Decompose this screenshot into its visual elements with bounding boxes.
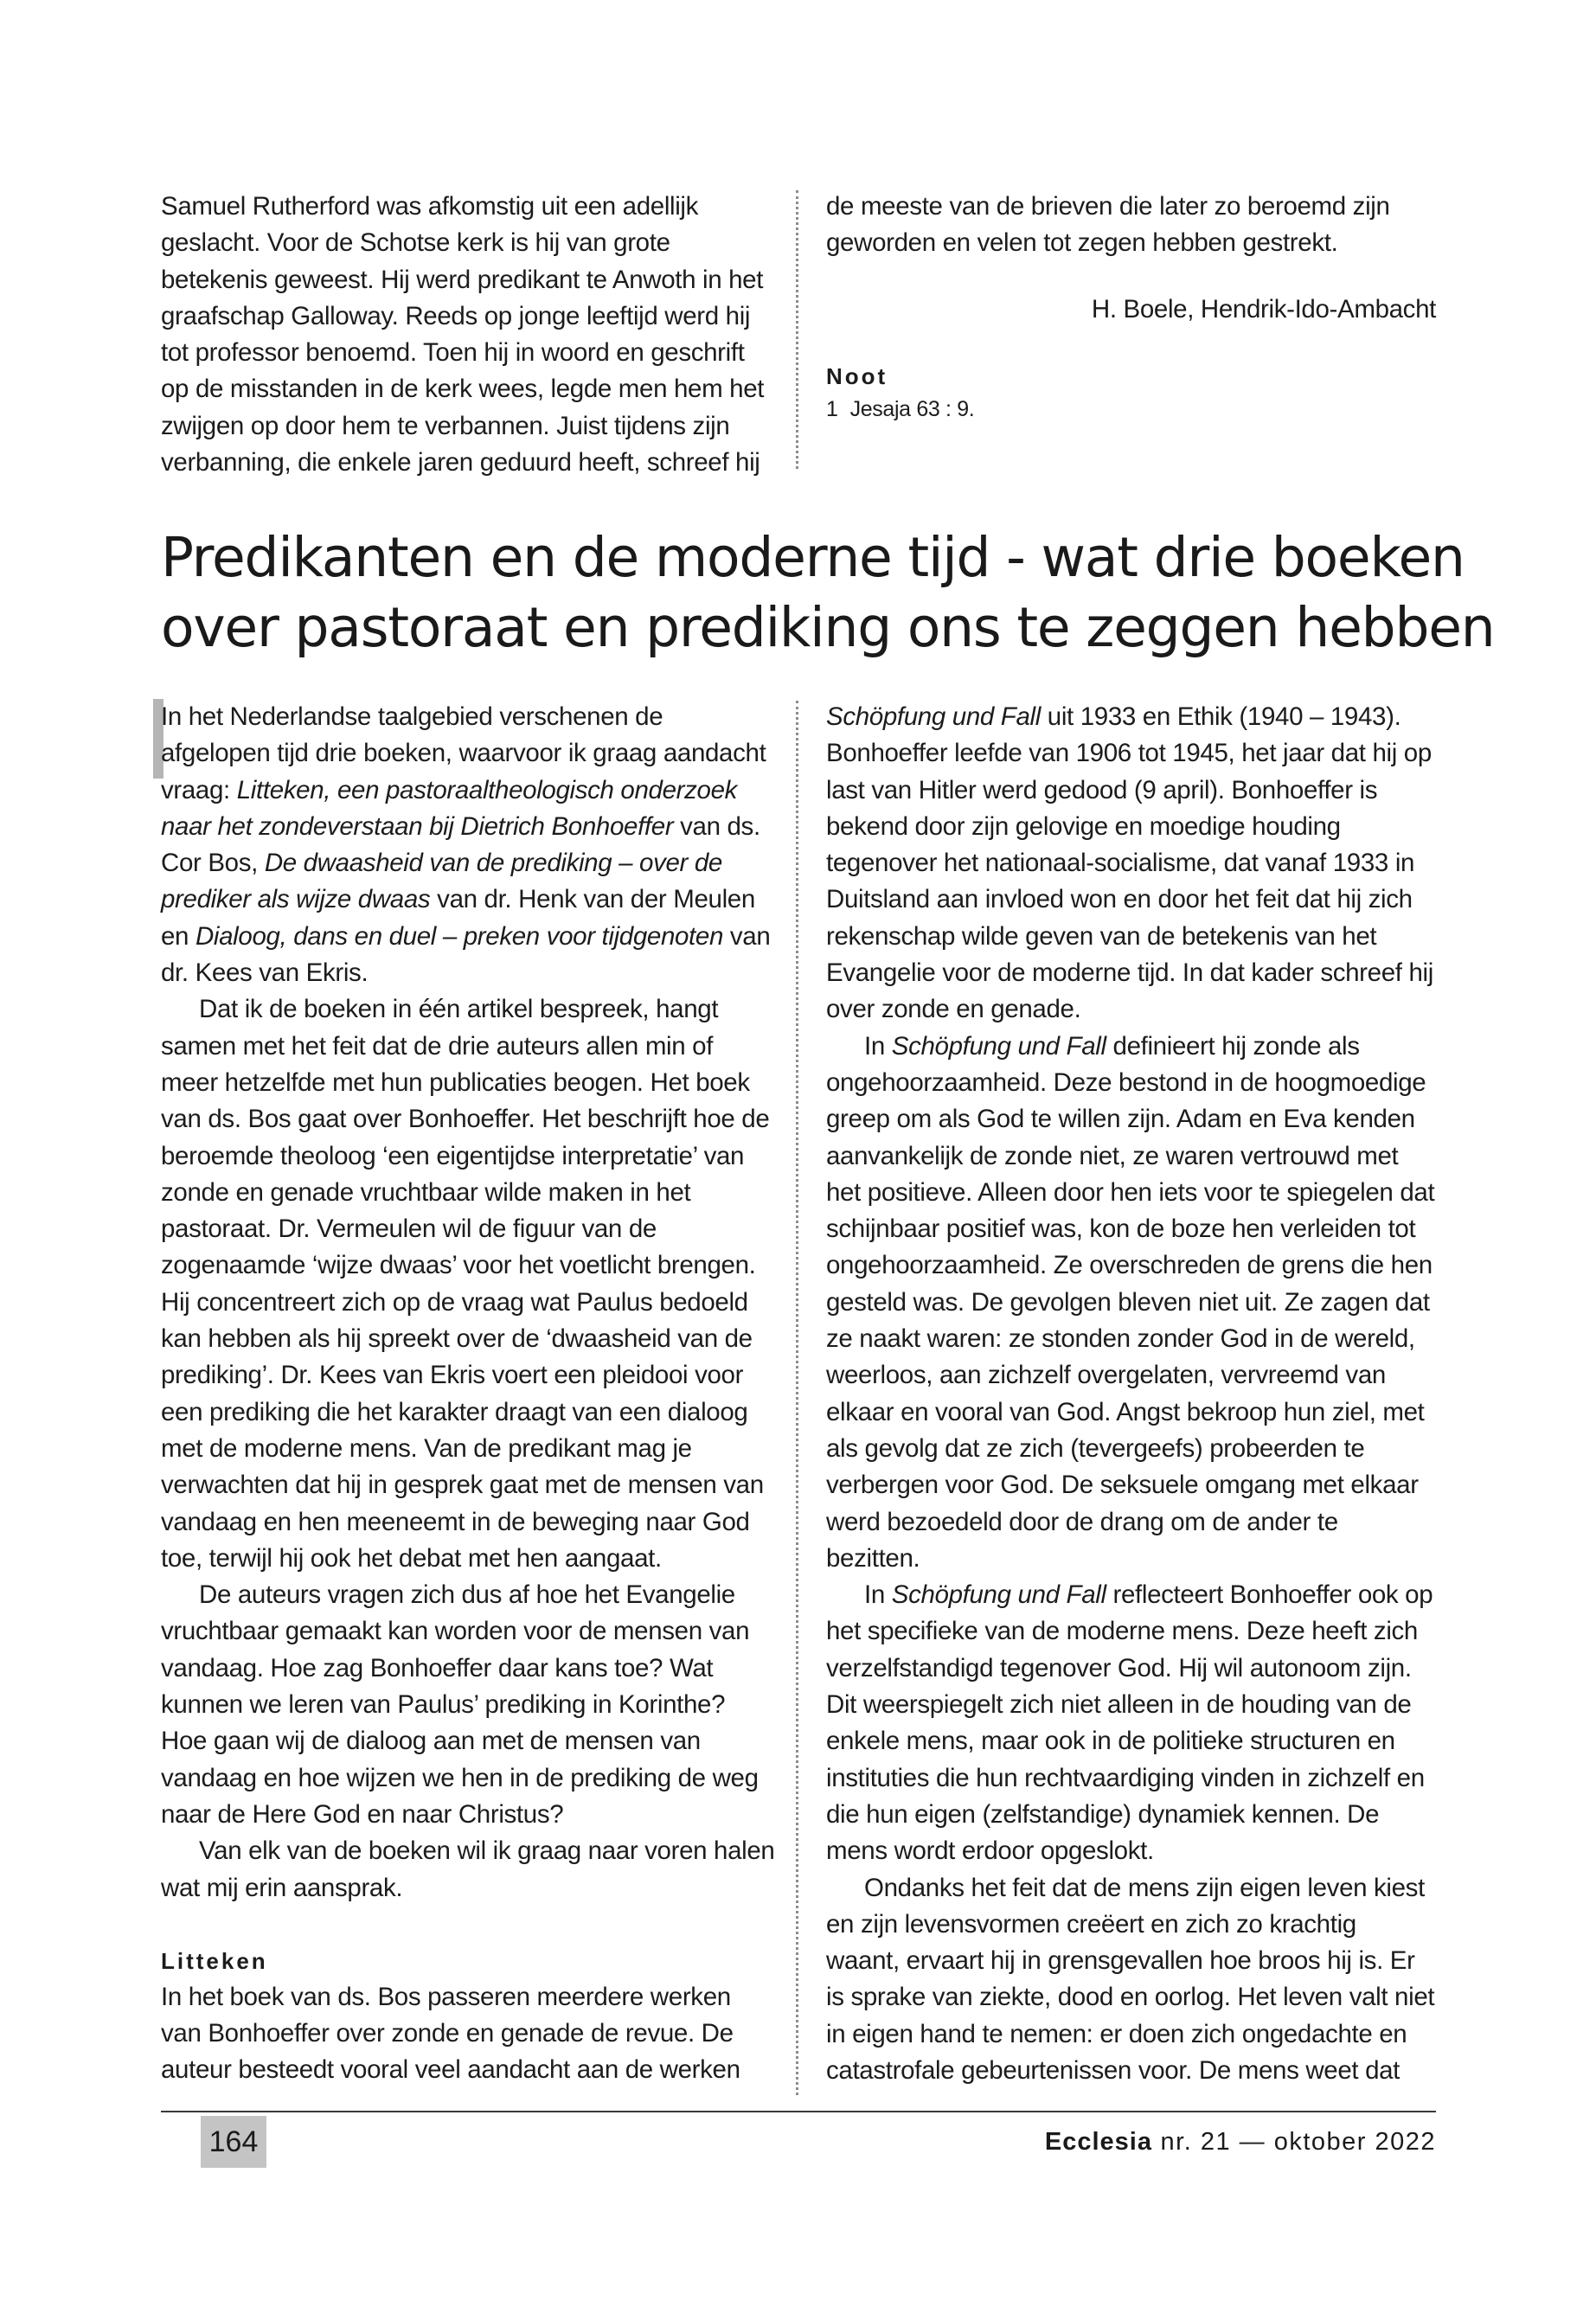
headline-line-1: Predikanten en de moderne tijd - wat drie boeken [161, 526, 1465, 589]
noot-number: 1 [826, 396, 838, 421]
headline-line-2: over pastoraat en prediking ons te zeggen hebben [161, 596, 1495, 659]
paragraph-bonhoeffer [826, 699, 1436, 1029]
work-title: Schöpfung und Fall [826, 702, 1041, 731]
rutherford-paragraph-continued: de meeste van de brieven die later zo beroemd zijn geworden en velen tot zegen hebben gestrekt. [826, 192, 1390, 258]
rutherford-paragraph: Samuel Rutherford was afkomstig uit een adellijk geslacht. Voor de Schotse kerk is hij van grote betekenis geweest. Hij werd predikant te Anwoth in het graafschap Galloway. Reeds op jonge leeftijd werd hij tot professor benoemd. Toen hij in woord en geschrift op de misstanden in de kerk wees, legde men hem het zwijgen op door hem te verbannen. Juist tijdens zijn verbanning, die enkele jaren geduurd heeft, schreef hij [161, 192, 765, 478]
intro-text-4: van dr. Kees van Ekris. [161, 921, 771, 988]
paragraph-moderne-mens [826, 1577, 1436, 1869]
intro-paragraph [161, 699, 775, 991]
paragraph-bonhoeffer-text: uit 1933 en Ethik (1940 – 1943). Bonhoeffer leefde van 1906 tot 1945, het jaar dat hij op last van Hitler werd gedood (9 april). Bonhoeffer is bekend door zijn gelovige en moedige houding tegenover het nationaal-socialisme, dat vanaf 1933 in Duitsland aan invloed won en door het feit dat hij zich rekenschap wilde geven van de betekenis van het Evangelie voor de moderne tijd. In dat kader schreef hij over zonde en genade. [826, 702, 1433, 1024]
intro-text-1: In het Nederlandse taalgebied verschenen de afgelopen tijd drie boeken, waarvoor ik graag aandacht vraag: [161, 702, 766, 804]
text-prefix: In [864, 1031, 892, 1061]
paragraph-zonde [826, 1029, 1436, 1577]
main-right-column [826, 699, 1436, 2089]
book-title-dwaasheid: De dwaasheid van de prediking – over de prediker als wijze dwaas [161, 849, 722, 914]
section-heading-litteken: Litteken [161, 1947, 268, 1974]
noot-heading: Noot [826, 362, 888, 389]
column-separator-main [796, 701, 798, 2095]
main-left-column [161, 699, 775, 2089]
top-right-column [826, 189, 1436, 426]
paragraph-auteurs: Dat ik de boeken in één artikel bespreek, hangt samen met het feit dat de drie auteurs allen min of meer hetzelfde met hun publicaties beogen. Het boek van ds. Bos gaat over Bonhoeffer. Het beschrijft hoe de beroemde theoloog ‘een eigentijdse interpretatie’ van zonde en genade vruchtbaar wilde maken in het pastoraat. Dr. Vermeulen wil de figuur van de zogenaamde ‘wijze dwaas’ voor het voetlicht brengen. Hij concentreert zich op de vraag wat Paulus bedoeld kan hebben als hij spreekt over de ‘dwaasheid van de prediking’. Dr. Kees van Ekris voert een pleidooi voor een prediking die het karakter draagt van een dialoog met de moderne mens. Van de predikant mag je verwachten dat hij in gesprek gaat met de mensen van vandaag en hen meeneemt in de beweging naar God toe, terwijl hij ook het debat met hen aangaat. [161, 995, 770, 1573]
paragraph-litteken: In het boek van ds. Bos passeren meerdere werken van Bonhoeffer over zonde en genade de revue. De auteur besteedt vooral veel aandacht aan de werken [161, 1982, 740, 2085]
paragraph-elk-boek: Van elk van de boeken wil ik graag naar voren halen wat mij erin aansprak. [161, 1836, 775, 1902]
noot-text: Jesaja 63 : 9. [849, 396, 975, 421]
issue-info: nr. 21 — oktober 2022 [1151, 2128, 1436, 2156]
paragraph-vragen: De auteurs vragen zich dus af hoe het Evangelie vruchtbaar gemaakt kan worden voor de mensen van vandaag. Hoe zag Bonhoeffer daar kans toe? Wat kunnen we leren van Paulus’ prediking in Korinthe? Hoe gaan wij de dialoog aan met de mensen van vandaag en hoe wijzen we hen in de prediking de weg naar de Here God en naar Christus? [161, 1580, 759, 1829]
footer-issue [1045, 2125, 1436, 2159]
footer-rule [161, 2111, 1436, 2112]
paragraph-zonde-text: definieert hij zonde als ongehoorzaamheid. Deze bestond in de hoogmoedige greep om als God te willen zijn. Adam en Eva kenden aanvankelijk de zonde niet, ze waren vertrouwd met het positieve. Alleen door hen iets voor te spiegelen dat schijnbaar positief was, kon de boze hen verleiden tot ongehoorzaamheid. Ze overschreden de grens die hen gesteld was. De gevolgen bleven niet uit. Ze zagen dat ze naakt waren: ze stonden zonder God in de wereld, weerloos, aan zichzelf overgelaten, vervreemd van elkaar en vooral van God. Angst bekroop hun ziel, met als gevolg dat ze zich (tevergeefs) probeerden te verbergen voor God. De seksuele omgang met elkaar werd bezoedeld door de drang om de ander te bezitten. [826, 1031, 1435, 1573]
work-title: Schöpfung und Fall [891, 1031, 1106, 1061]
intro-text-2: van ds. Cor Bos, [161, 811, 760, 878]
book-title-litteken: Litteken, een pastoraaltheologisch onderzoek naar het zondeverstaan bij Dietrich Bonhoeffer [161, 775, 738, 841]
work-title: Schöpfung und Fall [891, 1580, 1106, 1610]
paragraph-moderne-mens-text: reflecteert Bonhoeffer ook op het specifieke van de moderne mens. Deze heeft zich verzelfstandigd tegenover God. Hij wil autonoom zijn. Dit weerspiegelt zich niet alleen in de houding van de enkele mens, maar ook in de politieke structuren en instituties die hun rechtvaardiging vinden in zichzelf en die hun eigen (zelfstandige) dynamiek kennen. De mens wordt erdoor opgeslokt. [826, 1580, 1433, 1866]
intro-text-3: van dr. Henk van der Meulen en [161, 885, 755, 951]
magazine-name: Ecclesia [1044, 2128, 1152, 2156]
page-number: 164 [201, 2116, 266, 2168]
author-signature: H. Boele, Hendrik-Ido-Ambacht [1091, 294, 1436, 324]
paragraph-ondanks: Ondanks het feit dat de mens zijn eigen leven kiest en zijn levensvormen creëert en zich zo krachtig waant, ervaart hij in grensgevallen hoe broos hij is. Er is sprake van ziekte, dood en oorlog. Het leven valt niet in eigen hand te nemen: er doen zich ongedachte en catastrofale gebeurtenissen voor. De mens weet dat [826, 1873, 1435, 2085]
noot-item [826, 392, 1436, 426]
text-prefix: In [864, 1580, 892, 1610]
book-title-dialoog: Dialoog, dans en duel – preken voor tijdgenoten [195, 921, 724, 951]
article-headline [161, 522, 1495, 663]
top-left-column [161, 189, 775, 481]
column-separator-top [796, 190, 798, 469]
